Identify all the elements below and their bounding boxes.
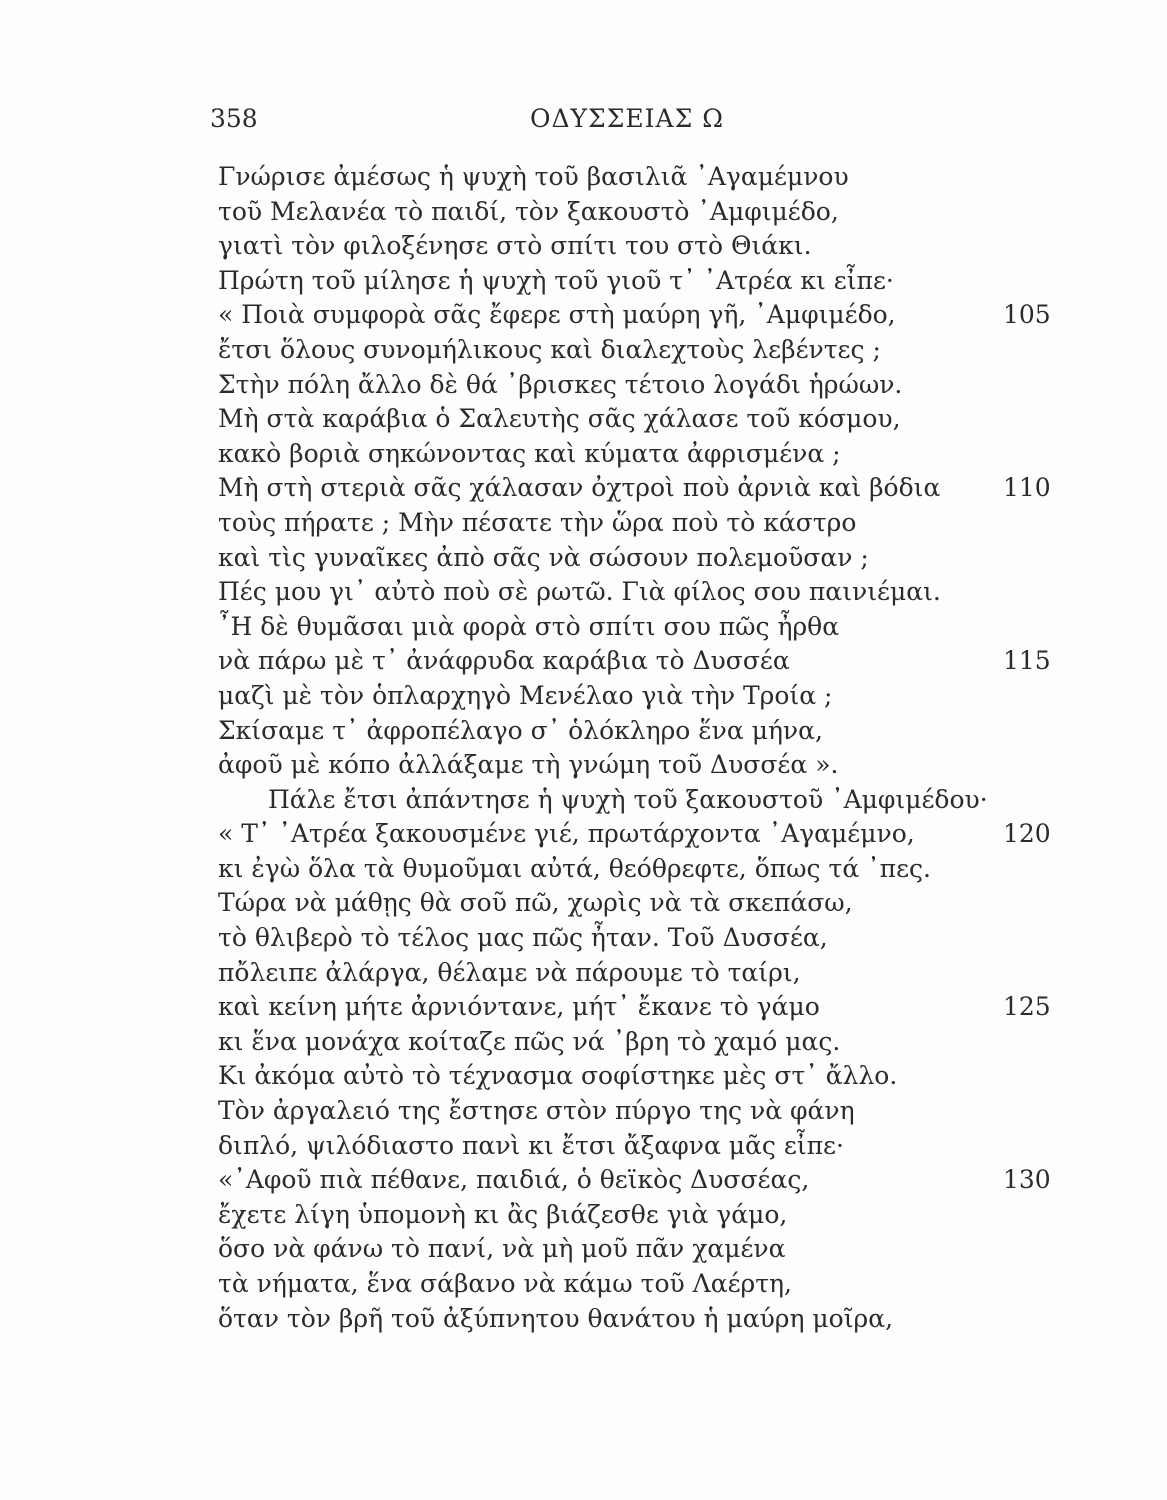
- verse-line: [218, 1163, 1118, 1198]
- verse-text: νὰ πάρω μὲ τ᾽ ἀνάφρυδα καράβια τὸ Δυσσέα: [218, 646, 790, 676]
- verse-line: [218, 1059, 1118, 1094]
- verse-line: [218, 1198, 1118, 1233]
- verse-line: [218, 541, 1118, 576]
- verse-text: Τὸν ἀργαλειό της ἔστησε στὸν πύργο της νὰ φάνη: [218, 1096, 855, 1126]
- verse-text: τοῦ Μελανέα τὸ παιδί, τὸν ξακουστὸ ᾽Αμφιμέδο,: [218, 196, 839, 226]
- verse-text: Πάλε ἔτσι ἀπάντησε ἡ ψυχὴ τοῦ ξακουστοῦ ᾽Αμφιμέδου·: [268, 784, 988, 814]
- verse-line: [218, 990, 1118, 1025]
- verse-text: Πές μου γι᾽ αὐτὸ ποὺ σὲ ρωτῶ. Γιὰ φίλος σου παινιέμαι.: [218, 577, 941, 607]
- page-number: 358: [210, 104, 258, 133]
- verse-line: [218, 1025, 1118, 1060]
- verse-text: τοὺς πήρατε ; Μὴν πέσατε τὴν ὥρα ποὺ τὸ κάστρο: [218, 507, 857, 537]
- verse-text: Τώρα νὰ μάθῃς θὰ σοῦ πῶ, χωρὶς νὰ τὰ σκεπάσω,: [218, 888, 853, 918]
- verse-text: κακὸ βοριὰ σηκώνοντας καὶ κύματα ἀφρισμένα ;: [218, 438, 841, 468]
- verse-text: Μὴ στὰ καράβια ὁ Σαλευτὴς σᾶς χάλασε τοῦ κόσμου,: [218, 404, 901, 434]
- verse-text: κι ἐγὼ ὅλα τὰ θυμοῦμαι αὐτά, θεόθρεφτε, ὅπως τά ᾽πες.: [218, 853, 932, 883]
- verse-line: [218, 264, 1118, 299]
- line-number: 105: [1003, 300, 1051, 330]
- verse-text: ἔτσι ὅλους συνομήλικους καὶ διαλεχτοὺς λεβέντες ;: [218, 334, 881, 364]
- verse-line: [218, 783, 1118, 818]
- verse-text: τὰ νήματα, ἕνα σάβανο νὰ κάμω τοῦ Λαέρτη,: [218, 1269, 792, 1298]
- verse-line: [218, 471, 1118, 506]
- line-number: 120: [1003, 819, 1051, 849]
- running-title: ΟΔΥΣΣΕΙΑΣ Ω: [530, 104, 724, 133]
- verse-block: [218, 160, 1118, 1336]
- verse-text: ὅσο νὰ φάνω τὸ πανί, νὰ μὴ μοῦ πᾶν χαμένα: [218, 1234, 786, 1264]
- verse-line: [218, 817, 1118, 852]
- verse-text: ἔχετε λίγη ὑπομονὴ κι ἂς βιάζεσθε γιὰ γάμο,: [218, 1199, 788, 1229]
- verse-text: « Τ᾽ ᾽Ατρέα ξακουσμένε γιέ, πρωτάρχοντα ᾽Αγαμέμνο,: [218, 819, 915, 849]
- verse-line: [218, 1267, 1118, 1302]
- verse-line: [218, 229, 1118, 264]
- verse-text: ὅταν τὸν βρῆ τοῦ ἀξύπνητου θανάτου ἡ μαύρη μοῖρα,: [218, 1303, 894, 1333]
- verse-line: [218, 644, 1118, 679]
- verse-text: Μὴ στὴ στεριὰ σᾶς χάλασαν ὀχτροὶ ποὺ ἀρνιὰ καὶ βόδια: [218, 473, 941, 503]
- verse-text: «᾽Αφοῦ πιὰ πέθανε, παιδιά, ὁ θεϊκὸς Δυσσέας,: [218, 1165, 810, 1195]
- verse-text: μαζὶ μὲ τὸν ὁπλαρχηγὸ Μενέλαο γιὰ τὴν Τροία ;: [218, 680, 833, 710]
- verse-text: ἀφοῦ μὲ κόπο ἀλλάξαμε τὴ γνώμη τοῦ Δυσσέα ».: [218, 750, 839, 780]
- verse-line: [218, 921, 1118, 956]
- verse-text: Γνώρισε ἀμέσως ἡ ψυχὴ τοῦ βασιλιᾶ ᾽Αγαμέμνου: [218, 162, 849, 191]
- verse-text: καὶ τὶς γυναῖκες ἀπὸ σᾶς νὰ σώσουν πολεμοῦσαν ;: [218, 542, 869, 572]
- verse-line: [218, 1094, 1118, 1129]
- verse-text: Πρώτη τοῦ μίλησε ἡ ψυχὴ τοῦ γιοῦ τ᾽ ᾽Ατρέα κι εἶπε·: [218, 265, 894, 295]
- verse-text: τὸ θλιβερὸ τὸ τέλος μας πῶς ἦταν. Τοῦ Δυσσέα,: [218, 923, 828, 953]
- verse-line: [218, 886, 1118, 921]
- verse-line: [218, 298, 1118, 333]
- verse-line: [218, 1232, 1118, 1267]
- verse-text: Στὴν πόλη ἄλλο δὲ θά ᾽βρισκες τέτοιο λογάδι ἡρώων.: [218, 369, 903, 399]
- verse-line: [218, 333, 1118, 368]
- verse-line: [218, 160, 1118, 195]
- line-number: 125: [1003, 992, 1051, 1022]
- verse-line: [218, 714, 1118, 749]
- verse-line: [218, 195, 1118, 230]
- verse-line: [218, 506, 1118, 541]
- verse-text: καὶ κείνη μήτε ἀρνιόντανε, μήτ᾽ ἔκανε τὸ γάμο: [218, 992, 820, 1022]
- verse-line: [218, 402, 1118, 437]
- verse-text: Κι ἀκόμα αὐτὸ τὸ τέχνασμα σοφίστηκε μὲς στ᾽ ἄλλο.: [218, 1061, 898, 1091]
- verse-line: [218, 679, 1118, 714]
- line-number: 110: [1003, 473, 1051, 503]
- verse-line: [218, 748, 1118, 783]
- verse-line: [218, 368, 1118, 403]
- line-number: 130: [1003, 1165, 1051, 1195]
- verse-text: ῏Η δὲ θυμᾶσαι μιὰ φορὰ στὸ σπίτι σου πῶς ἦρθα: [218, 611, 840, 641]
- verse-line: [218, 956, 1118, 991]
- verse-text: πὄλειπε ἀλάργα, θέλαμε νὰ πάρουμε τὸ ταίρι,: [218, 957, 801, 987]
- verse-line: [218, 1302, 1118, 1337]
- verse-line: [218, 1129, 1118, 1164]
- verse-text: διπλό, ψιλόδιαστο πανὶ κι ἔτσι ἄξαφνα μᾶς εἶπε·: [218, 1130, 844, 1160]
- verse-text: κι ἕνα μονάχα κοίταζε πῶς νά ᾽βρη τὸ χαμό μας.: [218, 1026, 841, 1056]
- verse-text: Σκίσαμε τ᾽ ἀφροπέλαγο σ᾽ ὁλόκληρο ἕνα μήνα,: [218, 715, 823, 745]
- verse-text: γιατὶ τὸν φιλοξένησε στὸ σπίτι του στὸ Θιάκι.: [218, 231, 812, 261]
- line-number: 115: [1003, 646, 1051, 676]
- verse-line: [218, 610, 1118, 645]
- verse-text: « Ποιὰ συμφορὰ σᾶς ἔφερε στὴ μαύρη γῆ, ᾽Αμφιμέδο,: [218, 300, 896, 330]
- verse-line: [218, 852, 1118, 887]
- verse-line: [218, 575, 1118, 610]
- verse-line: [218, 437, 1118, 472]
